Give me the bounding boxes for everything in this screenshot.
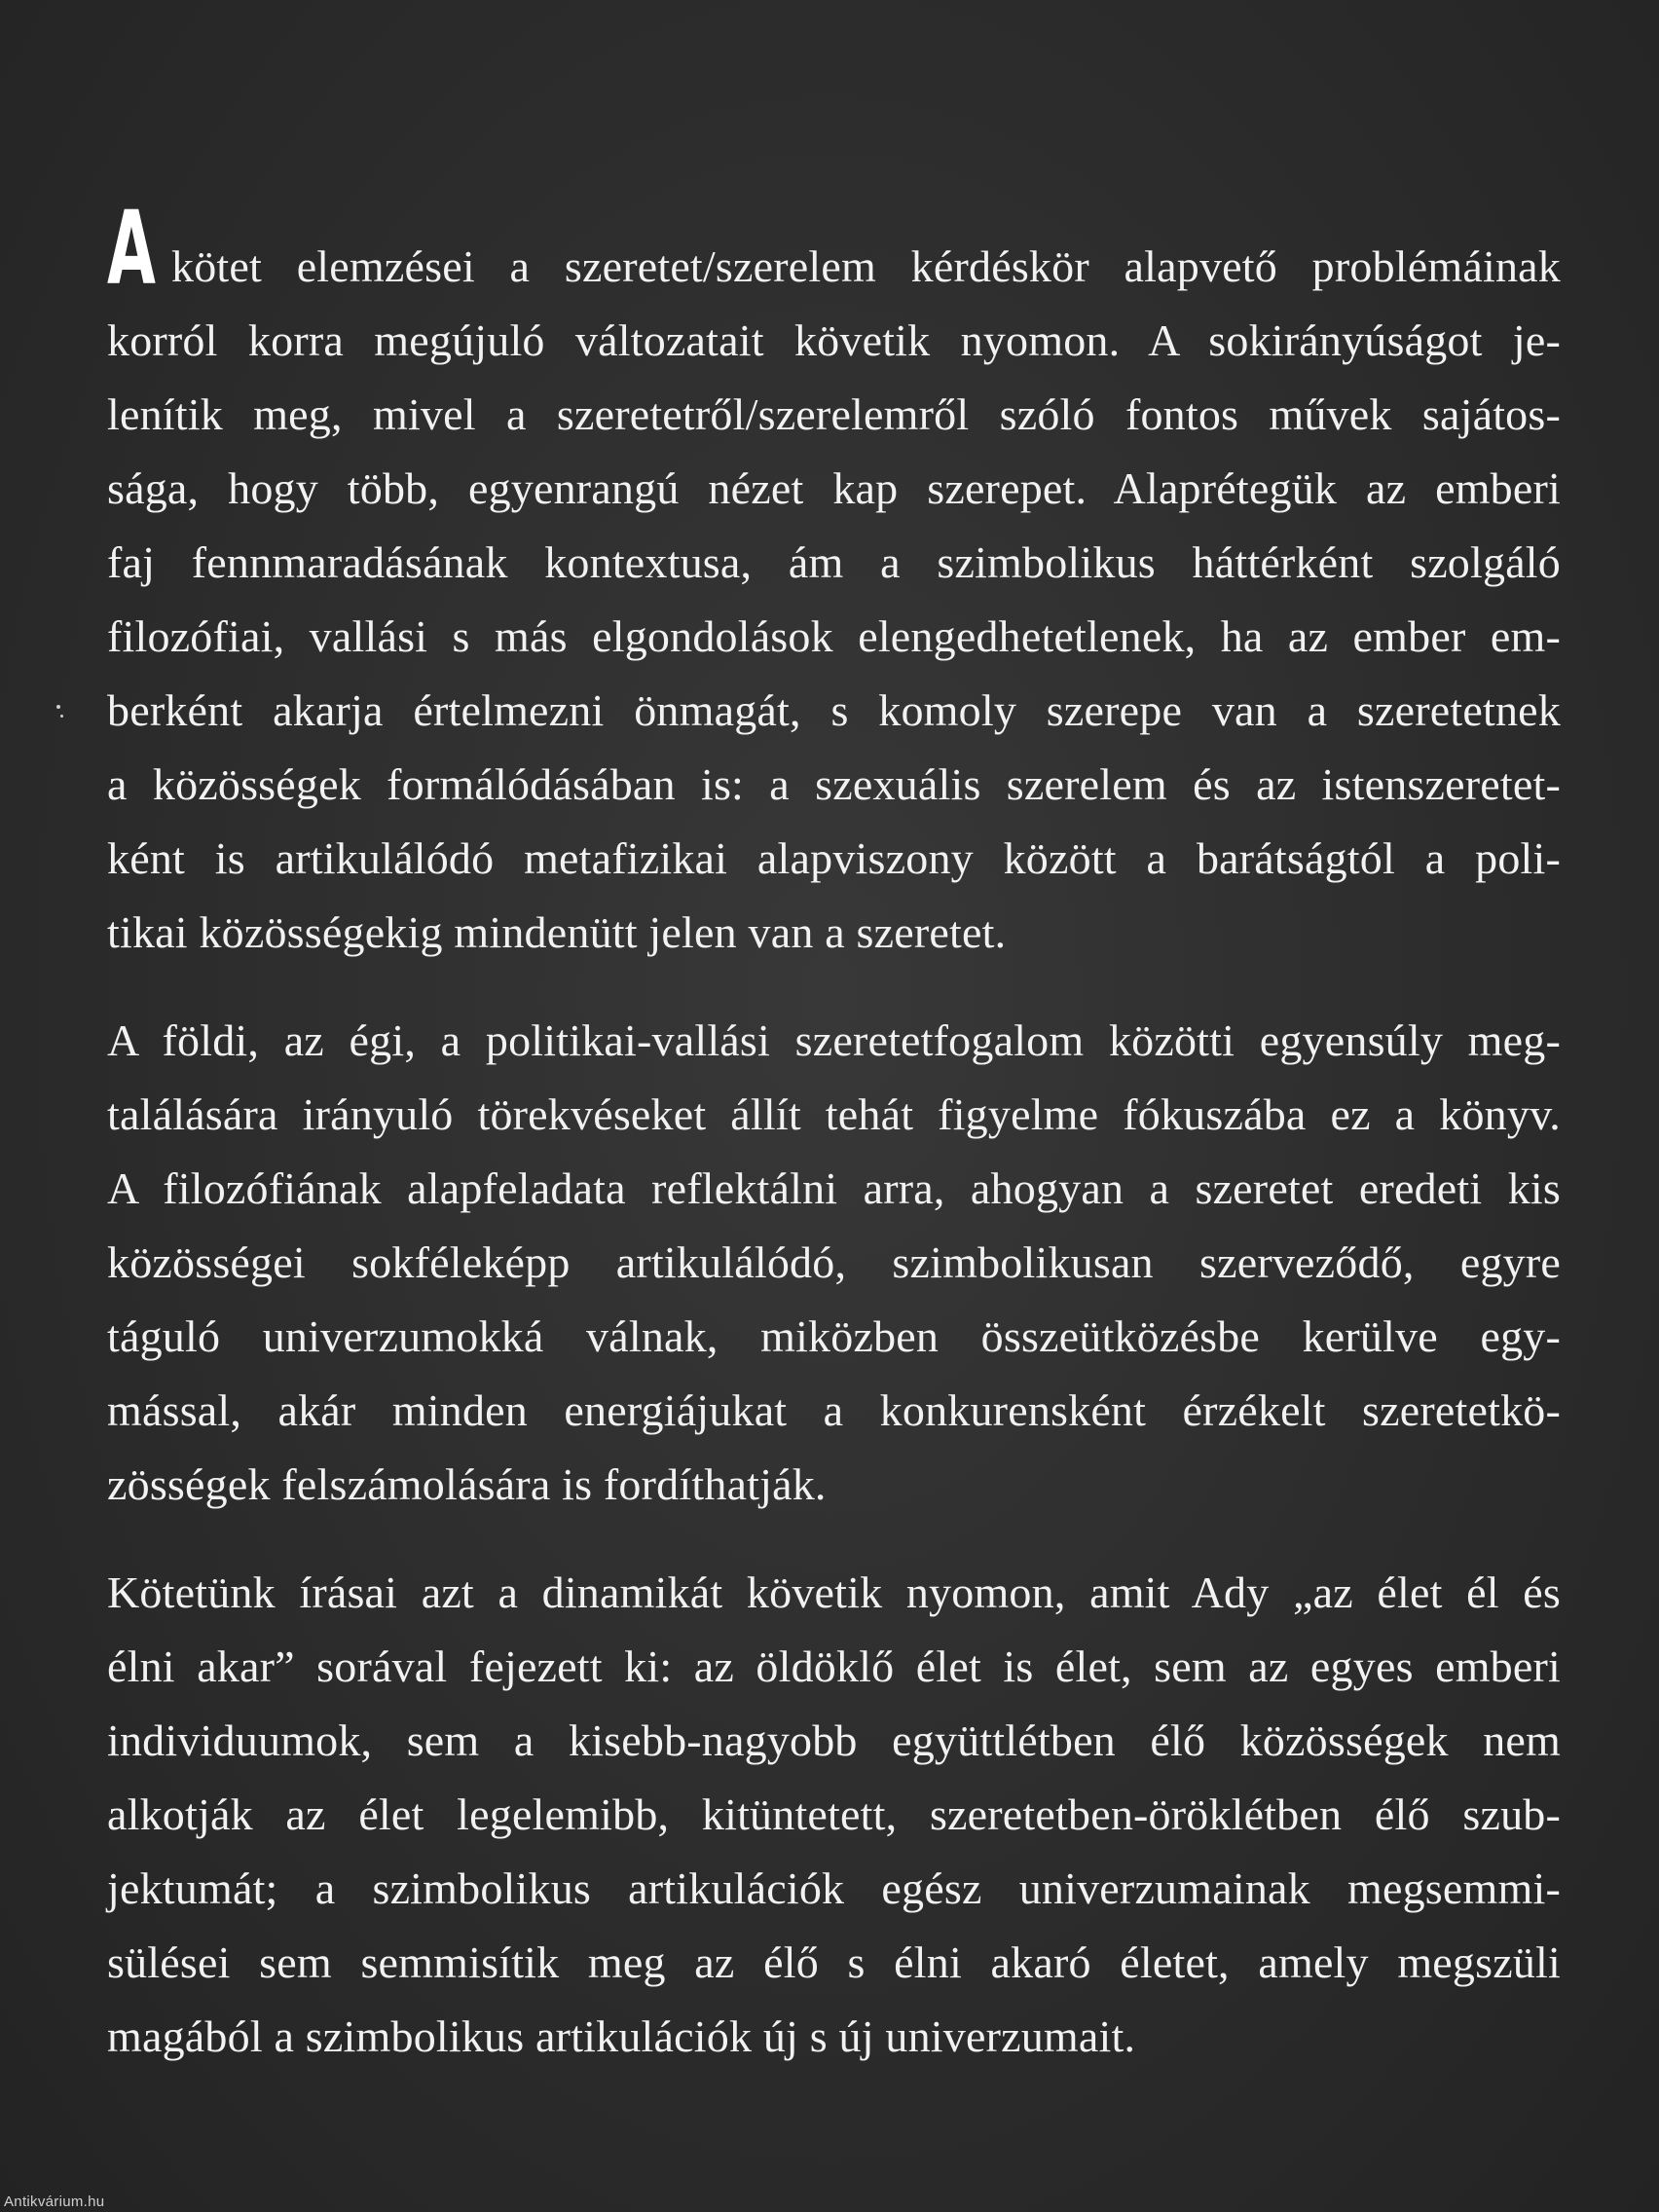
paragraph-line: individuumok, sem a kisebb-nagyobb együttlétben élő közösségek nem — [107, 1715, 1561, 1765]
paragraph-line: mással, akár minden energiájukat a konkurensként érzékelt szeretetkö- — [107, 1385, 1561, 1435]
paragraph-line: filozófiai, vallási s más elgondolások elengedhetetlenek, ha az ember em- — [107, 611, 1561, 661]
paragraph-line: A földi, az égi, a politikai-vallási szeretetfogalom közötti egyensúly meg- — [107, 1015, 1561, 1065]
paragraph-1 — [107, 189, 1561, 970]
paragraph-line: találására irányuló törekvéseket állít tehát figyelme fókuszába ez a könyv. — [107, 1089, 1561, 1139]
paragraph-3 — [107, 1556, 1561, 2074]
paragraph-line: a közösségek formálódásában is: a szexuális szerelem és az istenszeretet- — [107, 759, 1561, 809]
paragraph-line: sága, hogy több, egyenrangú nézet kap szerepet. Alaprétegük az emberi — [107, 463, 1561, 513]
paragraph-line: élni akar” sorával fejezett ki: az öldöklő élet is élet, sem az egyes emberi — [107, 1641, 1561, 1691]
paragraph-line: zösségek felszámolására is fordíthatják. — [107, 1459, 827, 1509]
paragraph-line: faj fennmaradásának kontextusa, ám a szimbolikus háttérként szolgáló — [107, 537, 1561, 587]
paragraph-line: közösségei sokféleképp artikulálódó, szimbolikusan szerveződő, egyre — [107, 1237, 1561, 1287]
paragraph-line-text: kötet elemzései a szeretet/szerelem kérdéskör alapvető problémáinak — [171, 241, 1561, 291]
paragraph-2 — [107, 1004, 1561, 1522]
paragraph-line: magából a szimbolikus artikulációk új s új univerzumait. — [107, 2011, 1136, 2061]
paragraph-line: korról korra megújuló változatait követik nyomon. A sokirányúságot je- — [107, 315, 1561, 365]
paragraph-line: A filozófiának alapfeladata reflektálni arra, ahogyan a szeretet eredeti kis — [107, 1163, 1561, 1213]
paragraph-line: Kötetünk írásai azt a dinamikát követik nyomon, amit Ady „az élet él és — [107, 1567, 1561, 1617]
paragraph-line: ként is artikulálódó metafizikai alapviszony között a barátságtól a poli- — [107, 833, 1561, 883]
drop-cap: A — [107, 189, 156, 308]
paragraph-line: tikai közösségekig mindenütt jelen van a szeretet. — [107, 907, 1007, 957]
paragraph-line: táguló univerzumokká válnak, miközben összeütközésbe kerülve egy- — [107, 1311, 1561, 1361]
scan-speck — [56, 705, 60, 709]
paragraph-line: jektumát; a szimbolikus artikulációk egész univerzumainak megsemmi- — [107, 1863, 1561, 1913]
scan-speck — [60, 715, 63, 718]
paragraph-line: sülései sem semmisítik meg az élő s élni akaró életet, amely megszüli — [107, 1937, 1561, 1987]
paragraph-line: alkotják az élet legelemibb, kitüntetett, szeretetben-öröklétben élő szub- — [107, 1789, 1561, 1839]
blurb-text — [107, 189, 1561, 2074]
paragraph-line — [107, 189, 1561, 308]
paragraph-line: lenítik meg, mivel a szeretetről/szerelemről szóló fontos művek sajátos- — [107, 389, 1561, 439]
paragraph-line: berként akarja értelmezni önmagát, s komoly szerepe van a szeretetnek — [107, 685, 1561, 735]
watermark: Antikvárium.hu — [4, 2194, 105, 2210]
